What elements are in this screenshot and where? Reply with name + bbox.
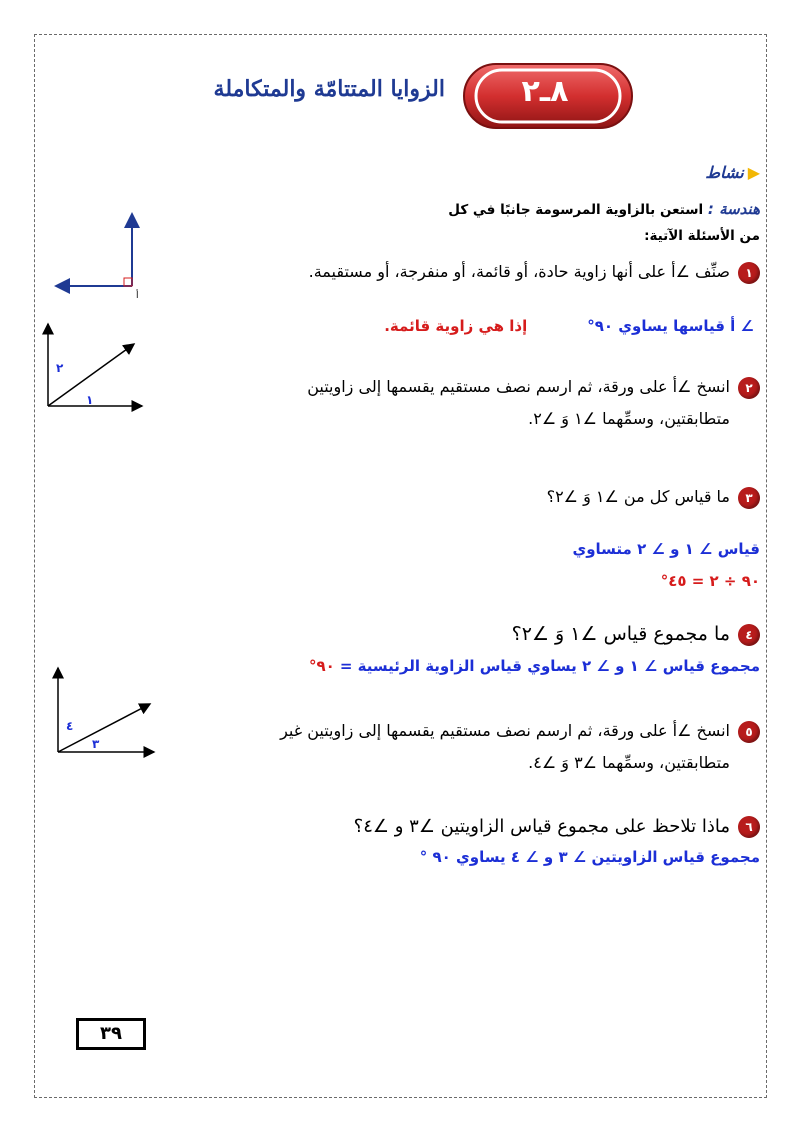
page-number: ٣٩ [76, 1018, 146, 1050]
question-4 [512, 620, 760, 649]
angle-label-upper: ٢ [56, 361, 64, 375]
question-number-badge: ٣ [738, 487, 760, 509]
answer-3-line-1: قياس ∠ ١ و ∠ ٢ متساوي [572, 540, 760, 558]
question-2-line-2: متطابقتين، وسمِّهما ∠١ وَ ∠٢. [528, 409, 730, 428]
answer-3-line-2: ٩٠ ÷ ٢ = ٤٥° [660, 572, 760, 590]
split-angle-figure [50, 660, 160, 760]
question-text: ماذا تلاحظ على مجموع قياس الزاويتين ∠٣ و ∠٤؟ [353, 816, 730, 837]
bisected-angle-figure [38, 318, 148, 418]
intro-topic: هندسة : [707, 200, 760, 218]
question-text: انسخ ∠أ على ورقة، ثم ارسم نصف مستقيم يقسمها إلى زاويتين [307, 377, 730, 396]
lesson-title: الزوايا المتتامّة والمتكاملة [213, 76, 445, 102]
question-number-badge: ١ [738, 262, 760, 284]
question-6 [354, 812, 760, 841]
question-5-line-2: متطابقتين، وسمِّهما ∠٣ وَ ∠٤. [528, 753, 730, 772]
answer-1-blue: ∠ أ قياسها يساوي ٩٠° [587, 317, 754, 335]
intro-line-2: من الأسئلة الآتية: [644, 228, 760, 244]
angle-label-lower: ٣ [92, 737, 100, 751]
angle-label-upper: ٤ [66, 719, 74, 733]
lesson-number: ٨ـ٢ [521, 74, 569, 109]
answer-4-red: ٩٠° [308, 657, 335, 675]
question-3 [547, 482, 760, 511]
intro-line-1 [448, 200, 760, 218]
question-number-badge: ٥ [738, 721, 760, 743]
question-number-badge: ٤ [738, 624, 760, 646]
activity-label: نشاط [705, 163, 744, 182]
question-5 [280, 716, 760, 745]
answer-6: مجموع قياس الزاويتين ∠ ٣ و ∠ ٤ يساوي ٩٠ ° [419, 848, 760, 866]
question-number-badge: ٦ [738, 816, 760, 838]
question-number-badge: ٢ [738, 377, 760, 399]
angle-label-lower: ١ [86, 393, 94, 407]
question-text: ما قياس كل من ∠١ وَ ∠٢؟ [546, 487, 730, 506]
question-text: صنِّف ∠أ على أنها زاوية حادة، أو قائمة، أو منفرجة، أو مستقيمة. [308, 262, 730, 281]
intro-text-1: استعن بالزاوية المرسومة جانبًا في كل [448, 202, 704, 218]
question-2 [307, 372, 760, 401]
activity-heading [705, 163, 760, 182]
page-frame [34, 34, 767, 1098]
answer-4-blue: مجموع قياس ∠ ١ و ∠ ٢ يساوي قياس الزاوية الرئيسية = [339, 657, 760, 675]
right-angle-figure [48, 206, 148, 306]
triangle-icon: ▶ [747, 163, 760, 182]
question-1 [309, 257, 760, 286]
answer-1-red: إذا هي زاوية قائمة. [384, 317, 528, 335]
answer-4 [309, 656, 760, 675]
question-text: ما مجموع قياس ∠١ وَ ∠٢؟ [511, 623, 730, 645]
answer-1 [384, 316, 754, 335]
question-text: انسخ ∠أ على ورقة، ثم ارسم نصف مستقيم يقسمها إلى زاويتين غير [280, 721, 730, 740]
vertex-label: أ [136, 291, 139, 301]
